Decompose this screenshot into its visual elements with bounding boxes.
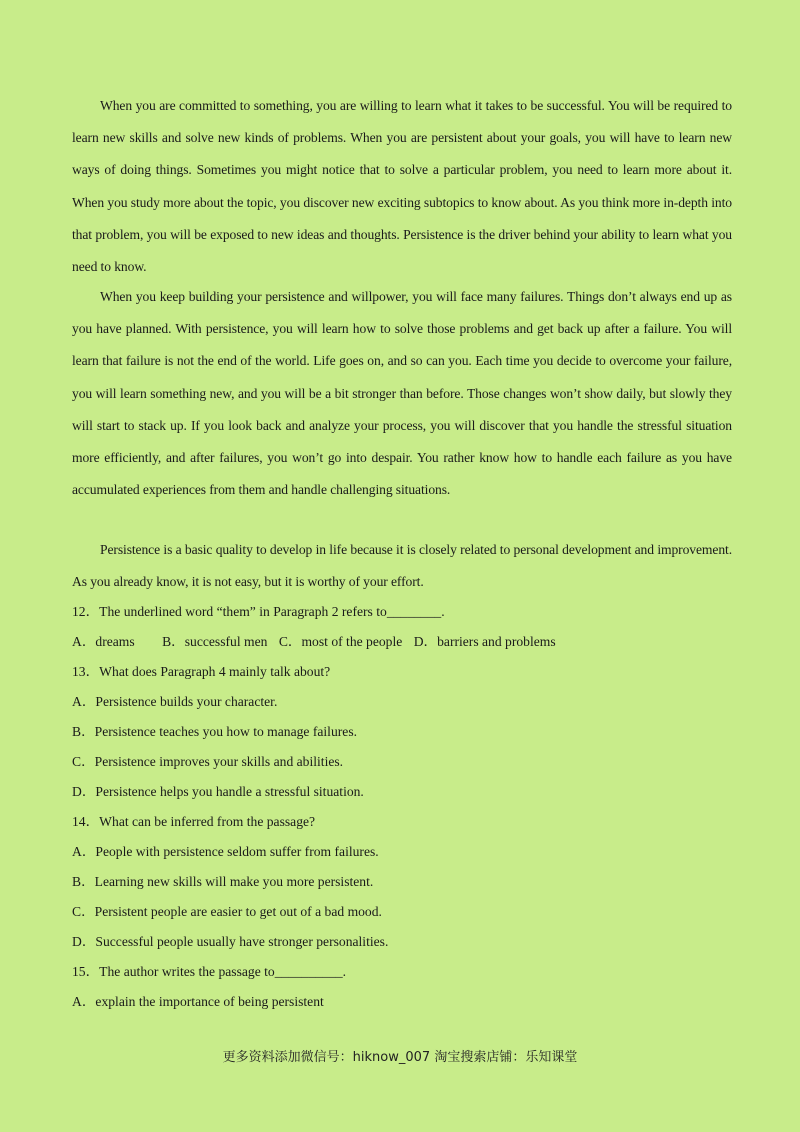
- passage-paragraph-1: When you are committed to something, you are willing to learn what it takes to be successful. You will be required to learn new skills and solve new kinds of problems. When you are persistent about your goals, you will have to learn new ways of doing things. Sometimes you might notice that to solve a particular problem, you need to learn more about it. When you study more about the topic, you discover new exciting subtopics to know about. As you think more in-depth into that problem, you will be exposed to new ideas and thoughts. Persistence is the driver behind your ability to learn what you need to know.: [72, 98, 732, 275]
- question-14-option-b: B．Learning new skills will make you more persistent.: [72, 874, 374, 889]
- question-13-option-c: C．Persistence improves your skills and abilities.: [72, 754, 344, 769]
- question-14-option-d: D．Successful people usually have stronger personalities.: [72, 934, 389, 949]
- question-13-option-d: D．Persistence helps you handle a stressful situation.: [72, 784, 364, 799]
- passage-paragraph-2: When you keep building your persistence and willpower, you will face many failures. Things don’t always end up as you have planned. With persistence, you will learn how to solve those problems and get back up after a failure. You will learn that failure is not the end of the world. Life goes on, and so can you. Each time you decide to overcome your failure, you will learn something new, and you will be a bit stronger than before. Those changes won’t show daily, but slowly they will start to stack up. If you look back and analyze your process, you will discover that you handle the stressful situation more efficiently, and after failures, you won’t go into despair. You rather know how to handle each failure as you have accumulated experiences from them and handle challenging situations.: [72, 289, 732, 498]
- question-12-option-c: C．most of the people: [278, 634, 403, 649]
- question-12-stem: 12．The underlined word “them” in Paragraph 2 refers to________.: [72, 604, 445, 619]
- page-footer: 更多资料添加微信号：hiknow_007 淘宝搜索店铺：乐知课堂: [222, 1050, 578, 1065]
- question-13-stem: 13．What does Paragraph 4 mainly talk about?: [72, 664, 331, 679]
- question-14-option-a: A．People with persistence seldom suffer from failures.: [72, 844, 379, 859]
- question-15-stem: 15．The author writes the passage to__________.: [72, 964, 347, 979]
- question-12-option-d: D．barriers and problems: [413, 634, 556, 649]
- question-12-option-a: A．dreams: [72, 634, 135, 649]
- question-14-stem: 14．What can be inferred from the passage?: [72, 814, 316, 829]
- question-12-option-b: B．successful men: [162, 634, 268, 649]
- question-14-option-c: C．Persistent people are easier to get out of a bad mood.: [72, 904, 382, 919]
- passage-paragraph-3: Persistence is a basic quality to develop in life because it is closely related to personal development and improvement. As you already know, it is not easy, but it is worthy of your effort.: [72, 542, 732, 590]
- question-13-option-b: B．Persistence teaches you how to manage failures.: [72, 724, 358, 739]
- question-13-option-a: A．Persistence builds your character.: [72, 694, 278, 709]
- question-15-option-a: A．explain the importance of being persistent: [72, 994, 324, 1009]
- question-12-options: [72, 632, 556, 652]
